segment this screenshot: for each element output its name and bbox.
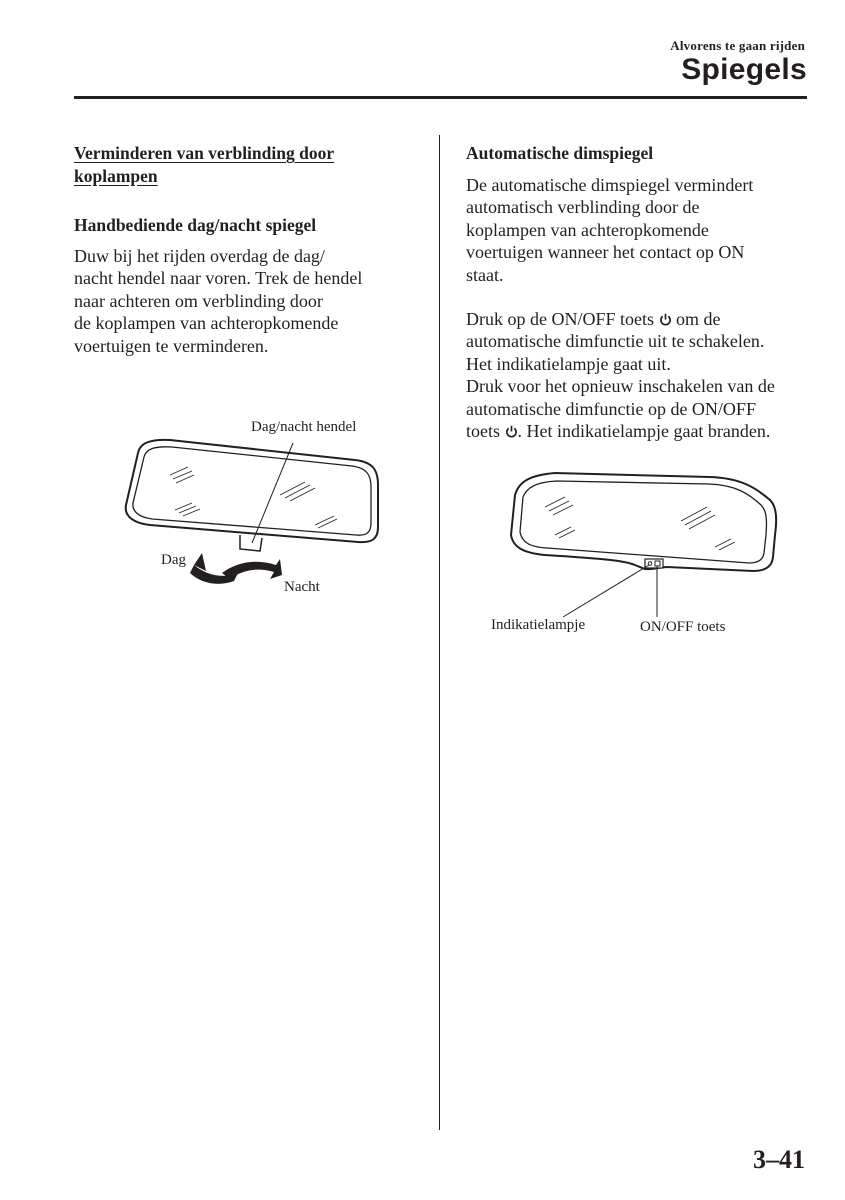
text-line: toets . Het indikatielampje gaat branden. (466, 421, 771, 442)
auto-dimming-text (466, 174, 811, 286)
right-column (466, 142, 811, 442)
auto-dimming-heading: Automatische dimspiegel (466, 143, 654, 163)
page-title: Spiegels (681, 53, 807, 86)
text-line: naar achteren om verblinding door (74, 290, 323, 311)
day-label: Dag (161, 552, 186, 568)
text-line: staat. (466, 264, 504, 285)
manual-mirror-heading: Handbediende dag/nacht spiegel (74, 215, 317, 235)
header-rule (74, 96, 807, 99)
text-line: automatische dimfunctie op de ON/OFF (466, 398, 756, 419)
night-label: Nacht (284, 579, 320, 595)
column-divider (439, 135, 440, 1130)
power-icon (659, 313, 672, 326)
text-line: Het indikatielampje gaat uit. (466, 353, 671, 374)
manual-mirror-text (74, 245, 419, 357)
on-off-instructions (466, 308, 811, 442)
text-line: voertuigen wanneer het contact op ON (466, 242, 745, 263)
auto-mirror-figure (485, 465, 785, 645)
indicator-label: Indikatielampje (491, 617, 586, 633)
page-number: 3–41 (753, 1145, 805, 1174)
lever-label: Dag/nacht hendel (251, 419, 357, 435)
text-line: automatische dimfunctie uit te schakelen. (466, 331, 765, 352)
running-header-section: Alvorens te gaan rijden (670, 38, 805, 53)
text-line: Duw bij het rijden overdag de dag/ (74, 246, 325, 266)
left-column (74, 142, 419, 357)
text-line: Druk voor het opnieuw inschakelen van de (466, 376, 775, 397)
text-line: voertuigen te verminderen. (74, 335, 269, 356)
text-line: Druk op de ON/OFF toets om de (466, 309, 721, 330)
on-off-button-label: ON/OFF toets (640, 619, 726, 635)
power-icon (505, 425, 518, 438)
text-line: de koplampen van achteropkomende (74, 313, 339, 334)
section-heading-line-1: Verminderen van verblinding door (74, 143, 335, 163)
text-line: automatisch verblinding door de (466, 197, 700, 218)
text-line: De automatische dimspiegel vermindert (466, 175, 754, 195)
text-line: nacht hendel naar voren. Trek de hendel (74, 268, 363, 289)
section-heading (74, 142, 419, 188)
text-line: koplampen van achteropkomende (466, 219, 709, 240)
manual-mirror-illustration (110, 415, 410, 605)
manual-mirror-figure (110, 415, 410, 605)
section-heading-line-2: koplampen (74, 166, 158, 186)
